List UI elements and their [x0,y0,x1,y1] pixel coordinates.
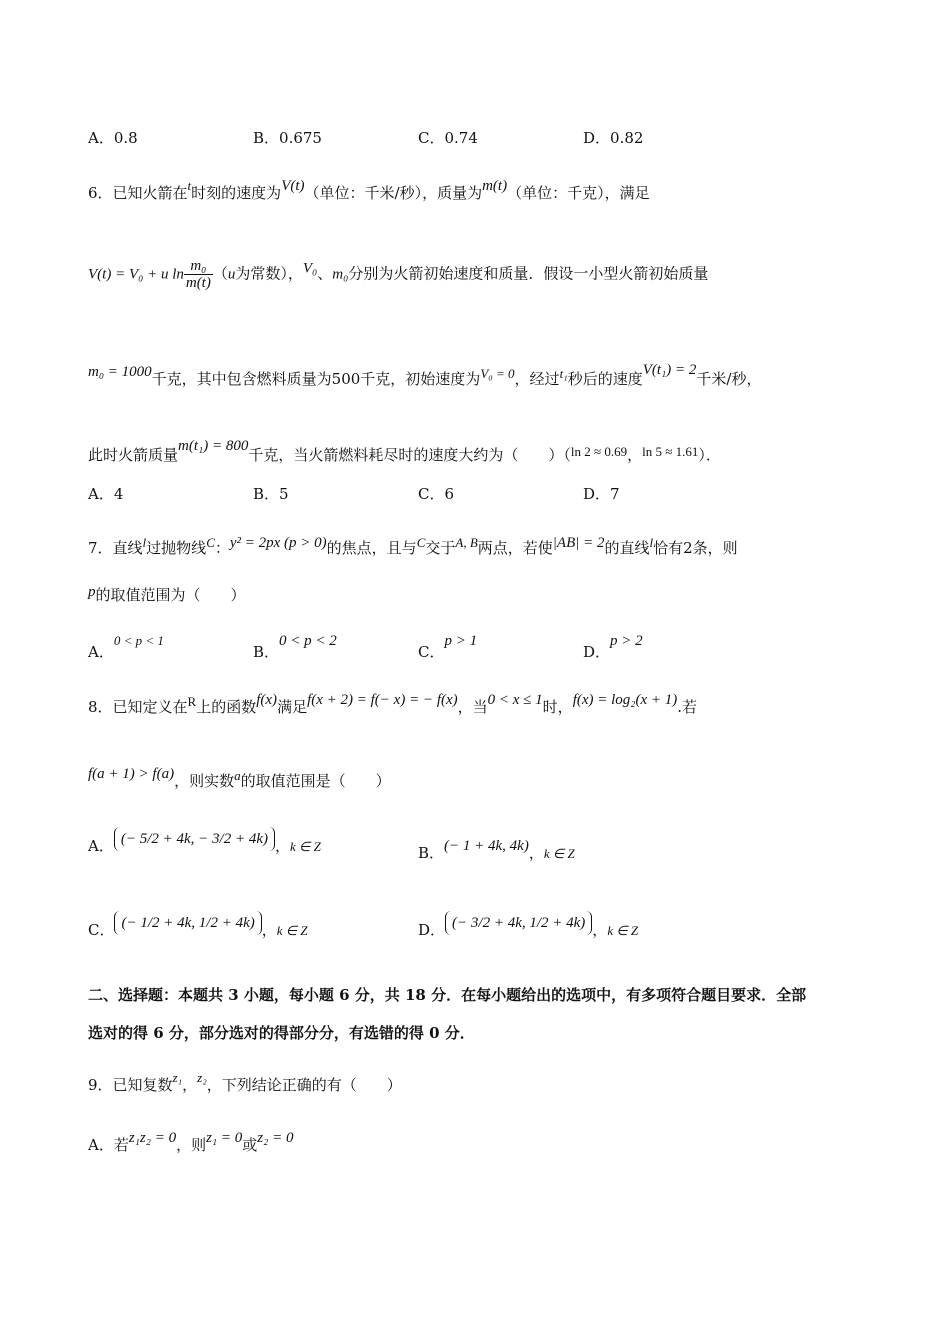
q5-option-d: D．0.82 [583,129,644,147]
q6-option-d: D．7 [583,485,620,503]
q6-option-a: A．4 [88,485,124,503]
q6-line1: 6．已知火箭在t时刻的速度为V(t)（单位：千米/秒），质量为m(t)（单位：千克），满足 [88,178,650,202]
q6-line2: V(t) = V₀ + u ln $\frac{\text{m₀}}{m(t)}$ （u为常数），V₀、m₀分别为火箭初始速度和质量．假设一小型火箭初始质量 [88,258,709,291]
mass-ratio-fraction: $\frac{\text{m₀}}{m(t)}$ [185,258,211,291]
q9-line1: 9．已知复数z₁，z₂，下列结论正确的有（ ） [88,1070,402,1094]
q8-option-d: D． (− 3/2 + 4k, 1/2 + 4k) ，k ∈ Z [418,920,638,941]
q7-option-b: B．0 < p < 2 [253,633,337,661]
q8-line2: f(a + 1) > f(a)，则实数a的取值范围是（ ） [88,766,391,790]
q6-line3: m₀ = 1000千克，其中包含燃料质量为500千克，初始速度为V₀ = 0，经过t₁秒后的速度V(t₁) = 2千米/秒， [88,362,762,388]
section2-line2: 选对的得 6 分，部分选对的得部分分，有选错的得 0 分． [88,1024,475,1042]
functional-equation: f(x + 2) = f(− x) = − f(x) [307,692,458,708]
q7-line1: 7．直线l过抛物线C：y² = 2px (p > 0)的焦点，且与C交于A, B两点，若使|AB| = 2的直线l恰有2条，则 [88,535,738,557]
q8-line1: 8．已知定义在R上的函数f(x)满足f(x + 2) = f(− x) = − f(x)，当0 < x ≤ 1时，f(x) = log₂(x + 1).若 [88,692,698,716]
q8-option-b: B．(− 1 + 4k, 4k)，k ∈ Z [418,838,575,862]
parabola-equation: y² = 2px (p > 0) [229,535,327,551]
q9-option-a: A．若z₁z₂ = 0，则z₁ = 0或z₂ = 0 [88,1130,294,1154]
q5-option-b: B．0.675 [253,129,322,147]
q8-option-a: A． (− 5/2 + 4k, − 3/2 + 4k) ，k ∈ Z [88,836,321,857]
q7-option-c: C．p > 1 [418,633,478,661]
q6-option-c: C．6 [418,485,455,503]
velocity-formula: V(t) = V₀ + u ln [88,266,184,283]
q5-option-a: A．0.8 [88,129,138,147]
q6-option-b: B．5 [253,485,289,503]
q6-line4: 此时火箭质量m(t₁) = 800千克，当火箭燃料耗尽时的速度大约为（ ）（ln 2 ≈ 0.69，ln 5 ≈ 1.61）． [88,438,721,464]
log-definition: f(x) = log₂(x + 1) [572,692,678,708]
q8-option-c: C． (− 1/2 + 4k, 1/2 + 4k) ，k ∈ Z [88,920,308,941]
q7-option-a: A．0 < p < 1 [88,633,164,661]
q7-option-d: D．p > 2 [583,633,643,661]
section2-line1: 二、选择题：本题共 3 小题，每小题 6 分，共 18 分．在每小题给出的选项中，有多项符合题目要求．全部 [88,986,807,1004]
q5-option-c: C．0.74 [418,129,478,147]
q7-line2: p的取值范围为（ ） [88,584,246,604]
